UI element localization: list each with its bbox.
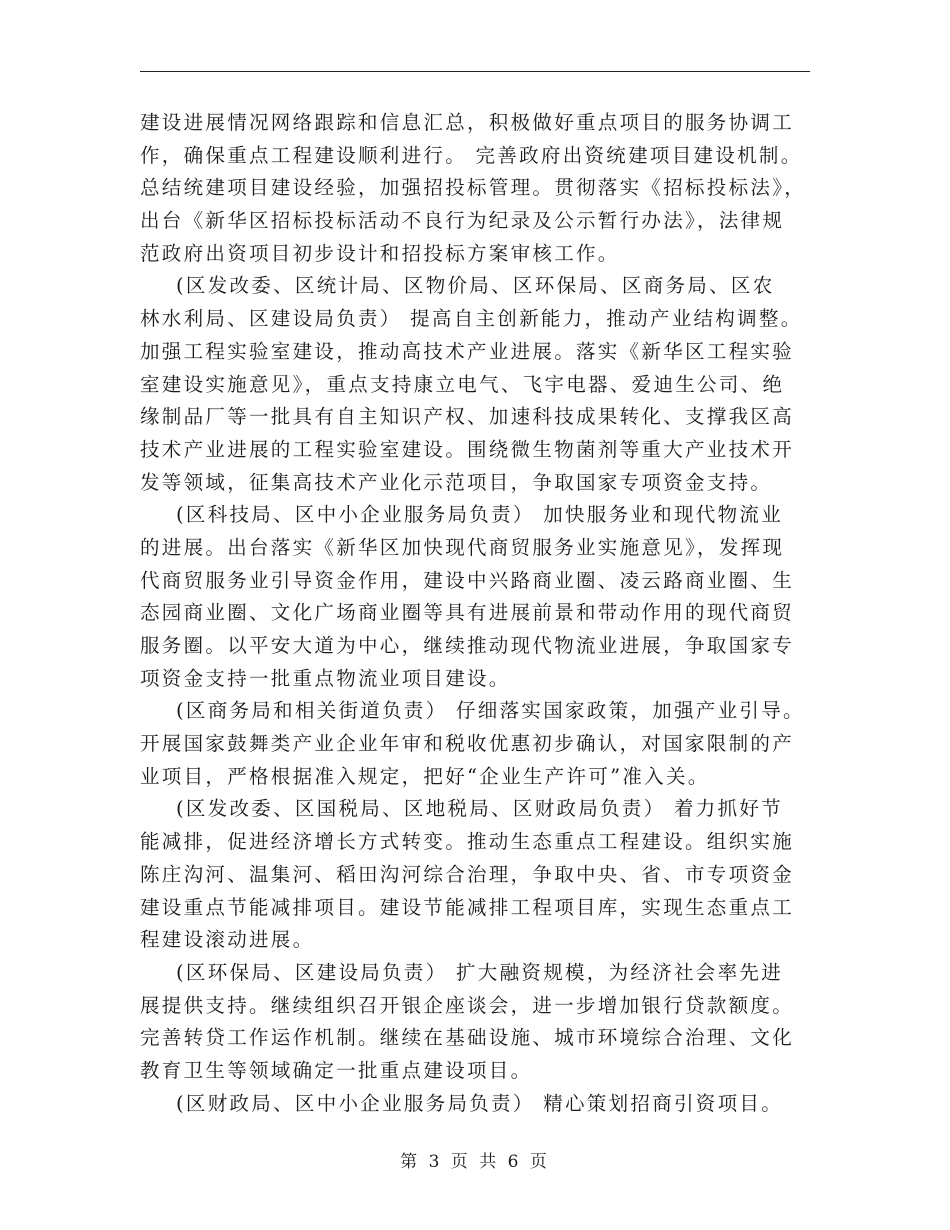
text-line: 总结统建项目建设经验，加强招投标管理。贯彻落实《招标投标法》，	[140, 176, 807, 200]
text-line: 程建设滚动进展。	[140, 928, 315, 952]
text-line: 发等领域，征集高技术产业化示范项目，争取国家专项资金支持。	[140, 470, 773, 494]
text-line: 作，确保重点工程建设顺利进行。 完善政府出资统建项目建设机制。	[140, 143, 803, 167]
text-line: 技术产业进展的工程实验室建设。围绕微生物菌剂等重大产业技术开	[140, 437, 795, 461]
text-line: 的进展。出台落实《新华区加快现代商贸服务业实施意见》，发挥现	[140, 535, 785, 559]
text-line: 项资金支持一批重点物流业项目建设。	[140, 666, 511, 690]
text-line: 代商贸服务业引导资金作用，建设中兴路商业圈、凌云路商业圈、生	[140, 568, 795, 592]
text-line: 范政府出资项目初步设计和招投标方案审核工作。	[140, 241, 620, 265]
header-rule	[140, 71, 810, 72]
text-line: 态园商业圈、文化广场商业圈等具有进展前景和带动作用的现代商贸	[140, 601, 795, 625]
text-line: 出台《新华区招标投标活动不良行为纪录及公示暂行办法》，法律规	[140, 209, 785, 233]
text-line: (区发改委、区国税局、区地税局、区财政局负责） 着力抓好节	[176, 797, 784, 821]
document-body	[140, 107, 820, 1120]
text-line: 室建设实施意见》，重点支持康立电气、飞宇电器、爱迪生公司、绝	[140, 372, 785, 396]
text-line: 缘制品厂等一批具有自主知识产权、加速科技成果转化、支撑我区高	[140, 405, 795, 429]
text-line: 能减排，促进经济增长方式转变。推动生态重点工程建设。组织实施	[140, 830, 795, 854]
text-line: 业项目，严格根据准入规定，把好“企业生产许可”准入关。	[140, 764, 710, 788]
text-line: 服务圈。以平安大道为中心，继续推动现代物流业进展，争取国家专	[140, 634, 795, 657]
text-line: (区发改委、区统计局、区物价局、区环保局、区商务局、区农	[176, 274, 775, 298]
text-line: 教育卫生等领域确定一批重点建设项目。	[140, 1058, 533, 1082]
text-line: (区科技局、区中小企业服务局负责） 加快服务业和现代物流业	[176, 503, 784, 527]
text-line: (区商务局和相关街道负责） 仔细落实国家政策，加强产业引导。	[176, 699, 805, 723]
text-line: 开展国家鼓舞类产业企业年审和税收优惠初步确认，对国家限制的产	[140, 732, 795, 756]
text-line: 完善转贷工作运作机制。继续在基础设施、城市环境综合治理、文化	[140, 1026, 795, 1050]
text-line: 林水利局、区建设局负责） 提高自主创新能力，推动产业结构调整。	[140, 307, 803, 331]
text-line: 加强工程实验室建设，推动高技术产业进展。落实《新华区工程实验	[140, 339, 795, 363]
text-line: 建设进展情况网络跟踪和信息汇总，积极做好重点项目的服务协调工	[140, 111, 795, 134]
page-number-footer: 第 3 页 共 6 页	[400, 1152, 550, 1172]
text-line: 陈庄沟河、温集河、稻田沟河综合治理，争取中央、省、市专项资金	[140, 862, 795, 886]
text-line: 展提供支持。继续组织召开银企座谈会，进一步增加银行贷款额度。	[140, 993, 795, 1017]
text-line: 建设重点节能减排项目。建设节能减排工程项目库，实现生态重点工	[140, 895, 795, 919]
text-line: (区环保局、区建设局负责） 扩大融资规模，为经济社会率先进	[176, 960, 784, 984]
text-line: (区财政局、区中小企业服务局负责） 精心策划招商引资项目。	[176, 1091, 784, 1115]
